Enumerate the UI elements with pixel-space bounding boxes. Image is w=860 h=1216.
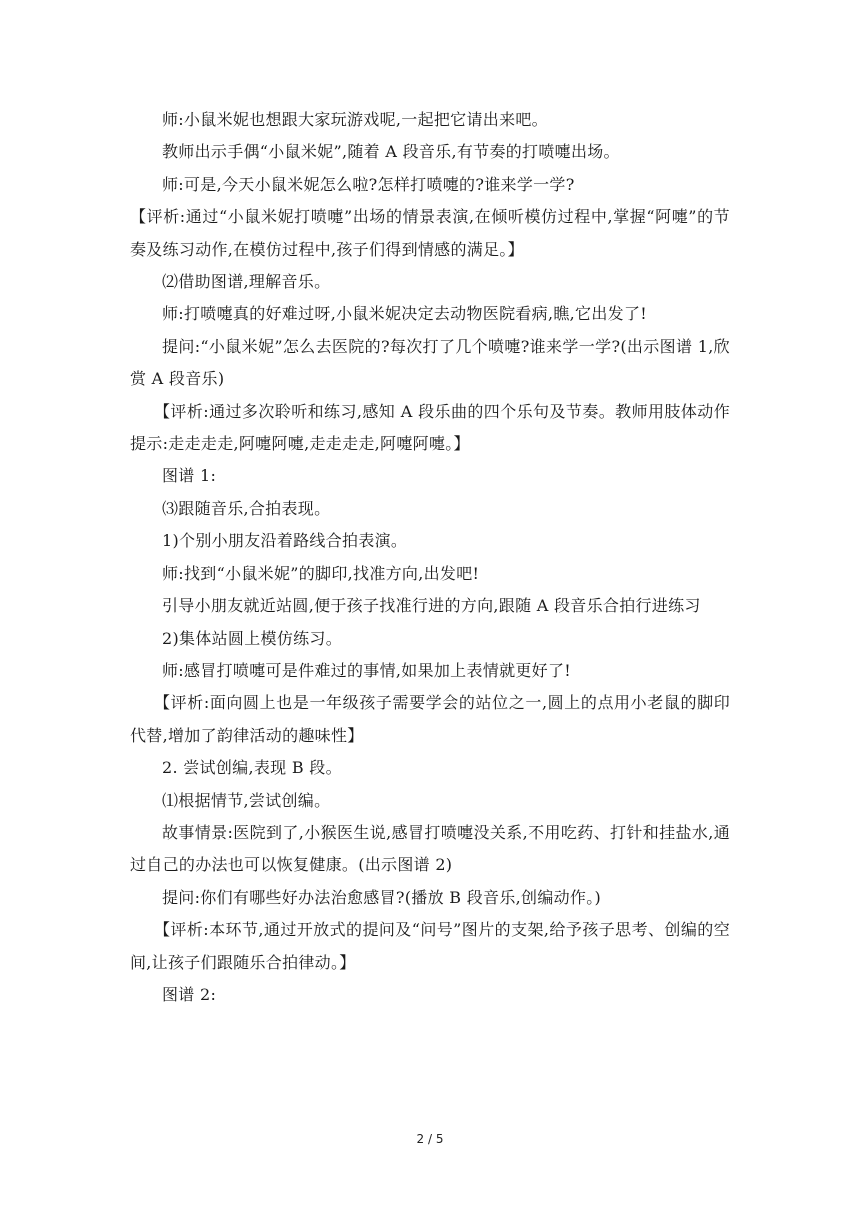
section-heading: 2. 尝试创编,表现 B 段。 — [162, 758, 342, 778]
page-body — [130, 104, 730, 1011]
paragraph: 师:找到“小鼠米妮”的脚印,找准方向,出发吧! — [162, 563, 480, 583]
paragraph: 师:可是,今天小鼠米妮怎么啦?怎样打喷嚏的?谁来学一学? — [162, 174, 575, 194]
paragraph: 师:小鼠米妮也想跟大家玩游戏呢,一起把它请出来吧。 — [162, 110, 548, 129]
paragraph: 师:感冒打喷嚏可是件难过的事情,如果加上表情就更好了! — [162, 660, 572, 680]
paragraph: 2)集体站圆上模仿练习。 — [162, 628, 343, 648]
paragraph: 教师出示手偶“小鼠米妮”,随着 A 段音乐,有节奏的打喷嚏出场。 — [162, 142, 620, 162]
paragraph: 引导小朋友就近站圆,便于孩子找准行进的方向,跟随 A 段音乐合拍行进练习 — [162, 596, 701, 616]
comment-paragraph: 【评析:通过“小鼠米妮打喷嚏”出场的情景表演,在倾听模仿过程中,掌握“阿嚏”的节奏及练习动作,在模仿过程中,孩子们得到情感的满足。】 — [130, 207, 730, 259]
section-heading: ⑴根据情节,尝试创编。 — [162, 790, 331, 810]
paragraph: 提问:“小鼠米妮”怎么去医院的?每次打了几个喷嚏?谁来学一学?(出示图谱 1,欣赏 A 段音乐) — [130, 336, 730, 389]
page-number: 2 / 5 — [416, 1132, 444, 1146]
section-heading: ⑶跟随音乐,合拍表现。 — [162, 498, 331, 518]
comment-paragraph: 【评析:通过多次聆听和练习,感知 A 段乐曲的四个乐句及节奏。教师用肢体动作提示:走走走走,阿嚏阿嚏,走走走走,阿嚏阿嚏。】 — [130, 401, 730, 454]
figure-caption: 图谱 1: — [162, 466, 217, 486]
paragraph: 师:打喷嚏真的好难过呀,小鼠米妮决定去动物医院看病,瞧,它出发了! — [162, 304, 647, 324]
comment-paragraph: 【评析:本环节,通过开放式的提问及“问号”图片的支架,给予孩子思考、创编的空间,让孩子们跟随乐合拍律动。】 — [130, 920, 730, 972]
paragraph: 提问:你们有哪些好办法治愈感冒?(播放 B 段音乐,创编动作。) — [162, 887, 602, 907]
paragraph: 1)个别小朋友沿着路线合拍表演。 — [162, 531, 408, 551]
paragraph: 故事情景:医院到了,小猴医生说,感冒打喷嚏没关系,不用吃药、打针和挂盐水,通过自己的办法也可以恢复健康。(出示图谱 2) — [130, 822, 730, 875]
section-heading: ⑵借助图谱,理解音乐。 — [162, 272, 331, 292]
comment-paragraph: 【评析:面向圆上也是一年级孩子需要学会的站位之一,圆上的点用小老鼠的脚印代替,增加了韵律活动的趣味性】 — [130, 693, 730, 745]
figure-caption: 图谱 2: — [162, 984, 217, 1004]
